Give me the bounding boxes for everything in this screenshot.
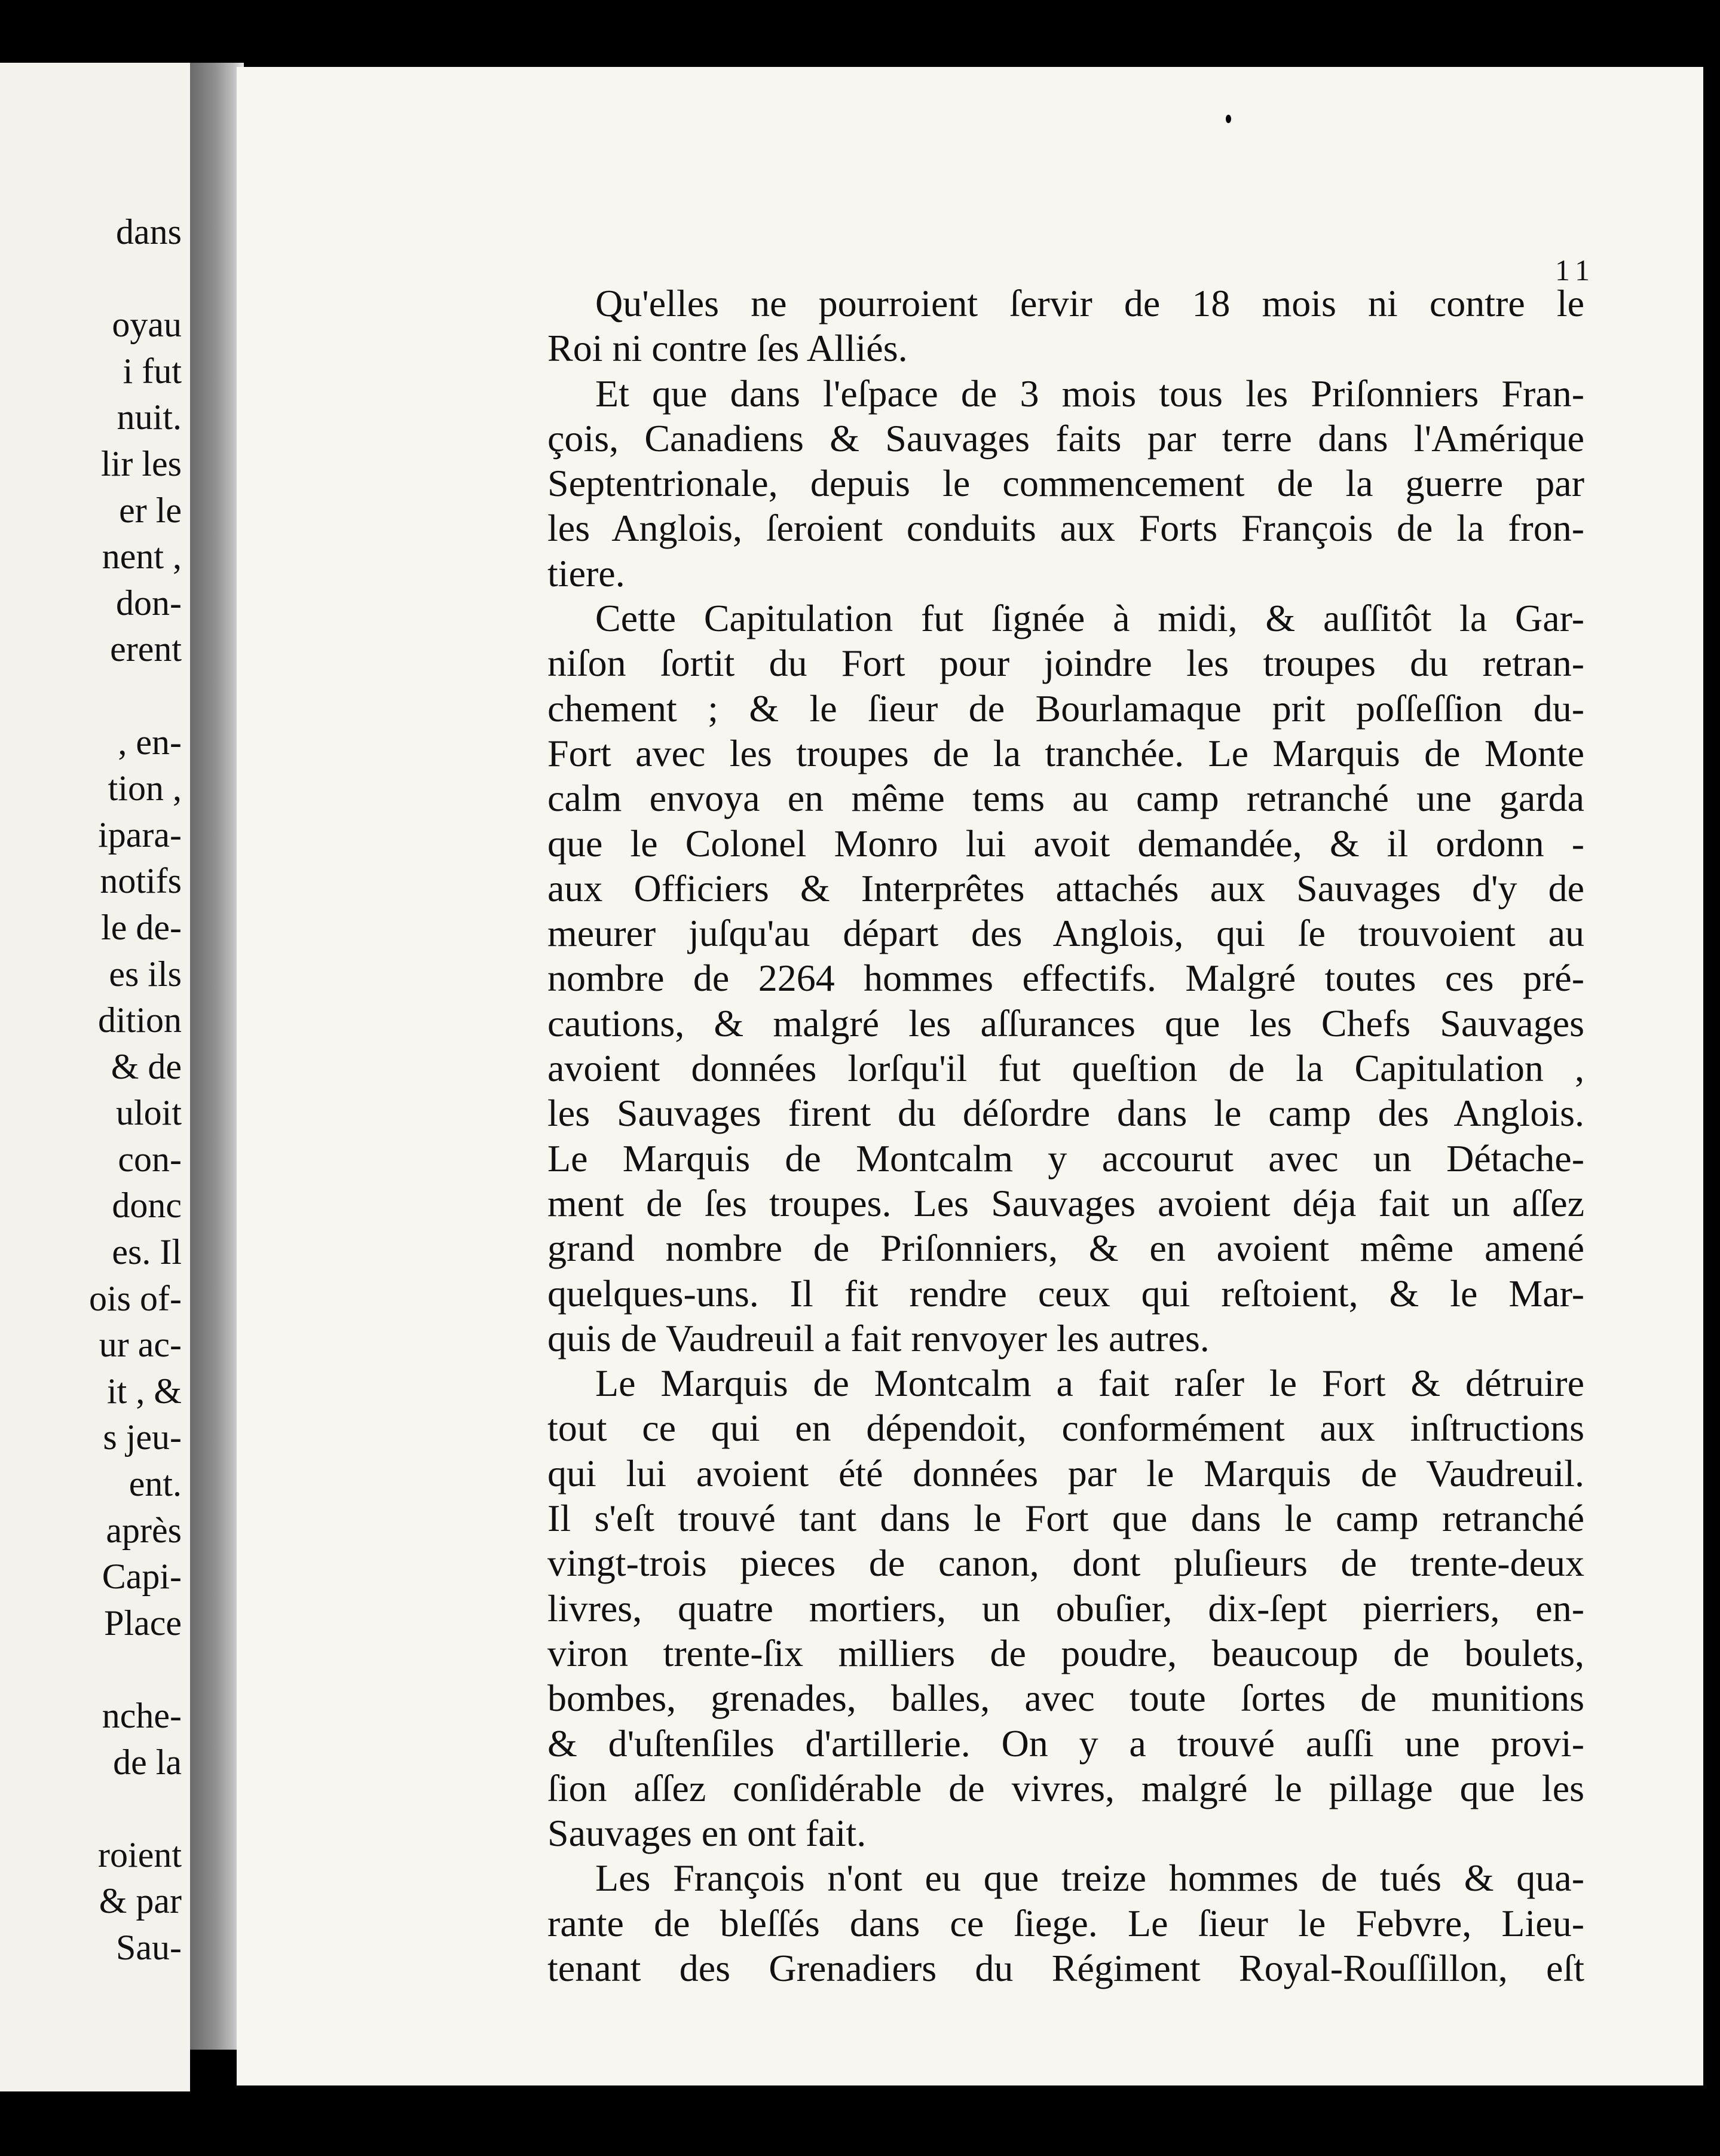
left-page-line: & par <box>99 1881 182 1921</box>
left-page-line <box>89 1646 182 1693</box>
text-line: Les François n'ont eu que treize hommes de tués & qua- <box>595 1857 1584 1900</box>
left-page-line: ur ac- <box>99 1325 182 1365</box>
text-line: Le Marquis de Montcalm a fait raſer le Fort & détruire <box>595 1362 1584 1405</box>
text-line: ſion aſſez conſidérable de vivres, malgré le pillage que les <box>547 1766 1584 1809</box>
book-gutter <box>190 63 244 2050</box>
text-line: Septentrionale, depuis le commencement de la guerre par <box>547 462 1584 505</box>
left-page-line: erent <box>110 629 182 669</box>
text-line: tiere. <box>547 552 625 595</box>
page-number: 11 <box>1555 253 1596 287</box>
left-page-line: tion , <box>108 768 182 808</box>
text-line: Fort avec les troupes de la tranchée. Le Marquis de Monte <box>547 731 1584 774</box>
text-line: rante de bleſſés dans ce ſiege. Le ſieur le Febvre, Lieu- <box>547 1901 1584 1944</box>
text-line: chement ; & le ſieur de Bourlamaque prit poſſeſſion du- <box>547 687 1584 730</box>
text-line: & d'uſtenſiles d'artillerie. On y a trouvé auſſi une provi- <box>547 1722 1584 1765</box>
left-page-line: nche- <box>102 1696 182 1735</box>
text-line: Roi ni contre ſes Alliés. <box>547 327 908 370</box>
left-page-line: dition <box>97 1000 182 1040</box>
left-page-line: nuit. <box>117 397 182 437</box>
text-line: tenant des Grenadiers du Régiment Royal-Rouſſillon, eſt <box>547 1946 1584 1989</box>
left-page-line <box>89 1786 182 1832</box>
left-page-line: er le <box>119 490 182 530</box>
text-line: Il s'eſt trouvé tant dans le Fort que dans le camp retranché <box>547 1497 1584 1540</box>
text-line: niſon ſortit du Fort pour joindre les troupes du retran- <box>547 642 1584 685</box>
left-page-line: it , & <box>106 1371 182 1411</box>
text-line: Cette Capitulation fut ſignée à midi, & auſſitôt la Gar- <box>595 597 1584 640</box>
text-line: ment de ſes troupes. Les Sauvages avoient déja fait un aſſez <box>547 1181 1584 1224</box>
left-page-line: ent. <box>128 1464 182 1504</box>
text-line: livres, quatre mortiers, un obuſier, dix-ſept pierriers, en- <box>547 1587 1584 1630</box>
text-line: nombre de 2264 hommes effectifs. Malgré toutes ces pré- <box>547 957 1584 1000</box>
text-line: çois, Canadiens & Sauvages faits par terre dans l'Amérique <box>547 416 1584 460</box>
left-page-line: ipara- <box>98 814 182 855</box>
body-text <box>547 281 1584 1990</box>
ink-speck <box>1226 115 1231 123</box>
left-page-line: uloit <box>115 1093 182 1133</box>
left-page-line: après <box>106 1510 182 1550</box>
left-page-line: s jeu- <box>103 1417 182 1457</box>
left-page-line: & de <box>111 1046 182 1086</box>
text-line: les Anglois, ſeroient conduits aux Forts François de la fron- <box>547 507 1584 550</box>
left-page-line: Place <box>104 1603 182 1643</box>
left-page-line: nent , <box>102 537 182 577</box>
left-page-fragment <box>0 63 190 2091</box>
text-line: cautions, & malgré les aſſurances que les Chefs Sauvages <box>547 1002 1584 1045</box>
left-page-line: , en- <box>118 722 182 762</box>
text-line: que le Colonel Monro lui avoit demandée, & il ordonn - <box>547 822 1584 865</box>
text-line: quelques-uns. Il fit rendre ceux qui reſtoient, & le Mar- <box>547 1272 1584 1315</box>
text-line: Sauvages en ont fait. <box>547 1812 867 1855</box>
text-line: les Sauvages firent du déſordre dans le camp des Anglois. <box>547 1092 1584 1135</box>
text-line: avoient données lorſqu'il fut queſtion de la Capitulation , <box>547 1047 1584 1090</box>
left-page-line <box>89 673 182 719</box>
text-line: grand nombre de Priſonniers, & en avoient même amené <box>547 1227 1584 1270</box>
text-line: qui lui avoient été données par le Marquis de Vaudreuil. <box>547 1451 1584 1494</box>
text-line: Le Marquis de Montcalm y accourut avec un Détache- <box>547 1137 1584 1180</box>
left-page-line: ois of- <box>89 1278 182 1318</box>
left-page-line: don- <box>116 583 182 623</box>
left-page-line: oyau <box>112 305 182 345</box>
text-line: Et que dans l'eſpace de 3 mois tous les Priſonniers Fran- <box>595 372 1584 415</box>
text-line: aux Officiers & Interprêtes attachés aux Sauvages d'y de <box>547 866 1584 909</box>
left-page-line: Capi- <box>102 1557 182 1597</box>
text-line: calm envoya en même tems au camp retranché une garda <box>547 777 1584 820</box>
left-page-line: notifs <box>100 861 182 901</box>
left-page-line: roient <box>98 1835 182 1875</box>
text-line: viron trente-ſix milliers de poudre, beaucoup de boulets, <box>547 1631 1584 1674</box>
left-page-line: Sau- <box>116 1927 182 1967</box>
right-page <box>237 67 1703 2085</box>
left-page-line: es ils <box>109 954 182 994</box>
text-line: vingt-trois pieces de canon, dont pluſieurs de trente-deux <box>547 1542 1584 1585</box>
left-page-line: dans <box>116 212 182 252</box>
left-page-text <box>89 209 182 1971</box>
left-page-line: es. Il <box>112 1232 182 1272</box>
left-page-line <box>89 256 182 302</box>
left-page-line: le de- <box>101 907 182 947</box>
left-page-line: donc <box>112 1186 182 1226</box>
text-line: Qu'elles ne pourroient ſervir de 18 mois ni contre le <box>595 282 1584 324</box>
text-line: quis de Vaudreuil a fait renvoyer les autres. <box>547 1316 1210 1359</box>
text-line: tout ce qui en dépendoit, conformément aux inſtructions <box>547 1407 1584 1450</box>
left-page-line: de la <box>113 1742 182 1782</box>
left-page-line: con- <box>118 1139 182 1179</box>
text-line: bombes, grenades, balles, avec toute ſortes de munitions <box>547 1677 1584 1720</box>
left-page-line: i fut <box>123 351 182 391</box>
text-line: meurer juſqu'au départ des Anglois, qui ſe trouvoient au <box>547 912 1584 955</box>
left-page-line: lir les <box>101 443 182 483</box>
